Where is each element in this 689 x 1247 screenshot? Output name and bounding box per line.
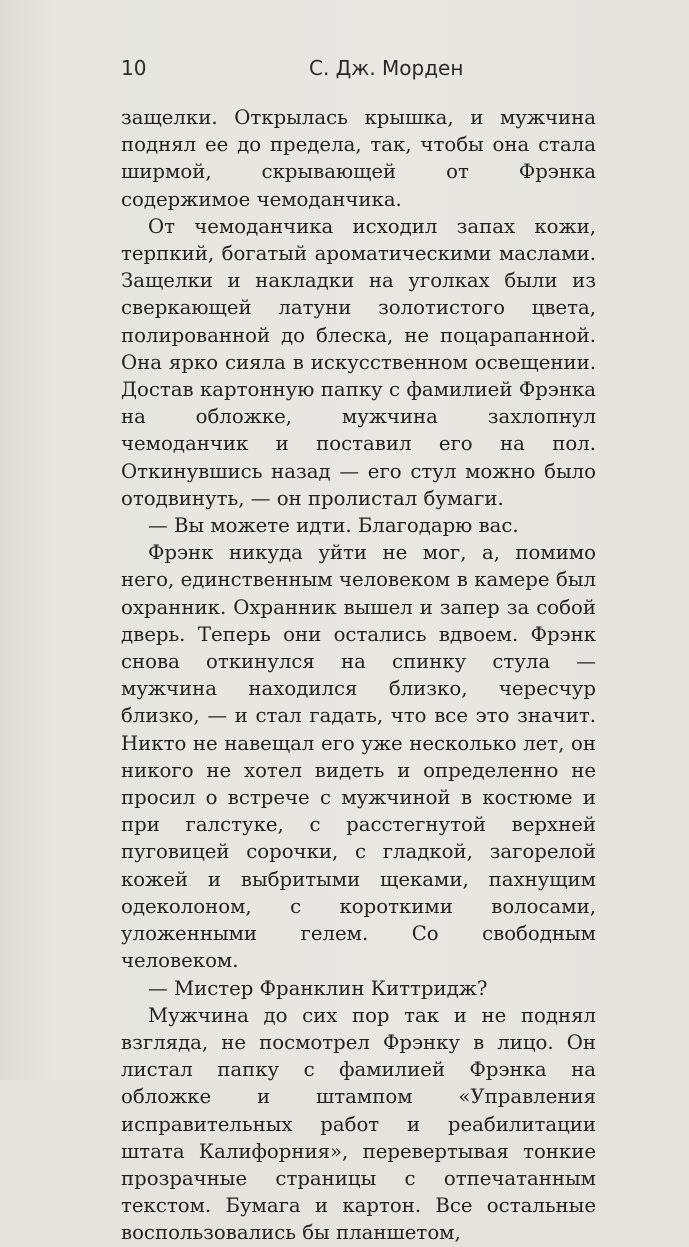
running-head: С. Дж. Морден [309, 56, 464, 80]
paragraph: От чемоданчика исходил запах кожи, терпкий, богатый ароматическими маслами. Защелки и накладки на уголках были из сверкающей латуни золотистого цвета, полированной до блеска, не поцарапанной. Она ярко сияла в искусственном освещении. Достав картонную папку с фамилией Фрэнка на обложке, мужчина захлопнул чемоданчик и поставил его на пол. Откинувшись назад — его стул можно было отодвинуть, — он пролистал бумаги. [121, 214, 596, 510]
paragraph: Фрэнк никуда уйти не мог, а, помимо него, единственным человеком в камере был охранник. Охранник вышел и запер за собой дверь. Теперь они остались вдвоем. Фрэнк снова откинулся на спинку стула — мужчина находился близко, чересчур близко, — и стал гадать, что все это значит. Никто не навещал его уже несколько лет, он никого не хотел видеть и определенно не просил о встрече с мужчиной в костюме и при галстуке, с расстегнутой верхней пуговицей сорочки, с гладкой, загорелой кожей и выбритыми щеками, пахнущим одеколоном, с короткими волосами, уложенными гелем. Со свободным человеком. [121, 541, 596, 973]
paragraph: — Мистер Франклин Киттридж? [148, 976, 488, 1000]
body-text [121, 104, 596, 1247]
page-number: 10 [121, 56, 147, 80]
page-header [121, 52, 591, 84]
paragraph: Мужчина до сих пор так и не поднял взгляда, не посмотрел Фрэнку в лицо. Он листал папку с фамилией Фрэнка на обложке и штампом «Управления исправительных работ и реабилитации штата Калифорния», перевертывая тонкие прозрачные страницы с отпечатанным текстом. Бумага и картон. Все остальные воспользовались бы планшетом, [121, 1003, 596, 1245]
paragraph: защелки. Открылась крышка, и мужчина поднял ее до предела, так, чтобы она стала ширмой, скрывающей от Фрэнка содержимое чемоданчика. [121, 106, 596, 211]
paragraph: — Вы можете идти. Благодарю вас. [148, 514, 519, 538]
